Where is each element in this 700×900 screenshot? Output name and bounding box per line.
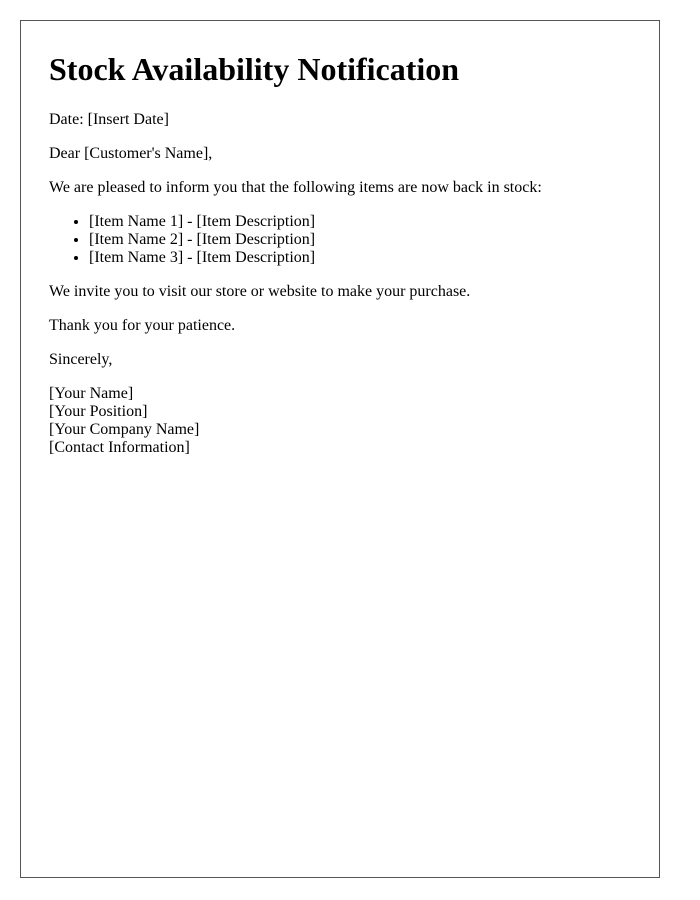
signature-name: [Your Name]: [49, 385, 134, 402]
thanks-paragraph: Thank you for your patience.: [49, 317, 236, 334]
salutation: Dear [Customer's Name],: [49, 145, 213, 162]
letter-title: Stock Availability Notification: [49, 51, 460, 87]
list-item: • [Item Name 3] - [Item Description]: [89, 249, 631, 267]
item-list: [49, 213, 631, 267]
signature-contact: [Contact Information]: [49, 439, 190, 456]
date-line: Date: [Insert Date]: [49, 111, 169, 128]
invite-paragraph: We invite you to visit our store or website to make your purchase.: [49, 283, 471, 300]
signature-block: [49, 385, 631, 457]
signature-position: [Your Position]: [49, 403, 148, 420]
list-item: • [Item Name 2] - [Item Description]: [89, 231, 631, 249]
signature-company: [Your Company Name]: [49, 421, 200, 438]
letter-page: [20, 20, 660, 878]
list-item: • [Item Name 1] - [Item Description]: [89, 213, 631, 231]
intro-paragraph: We are pleased to inform you that the following items are now back in stock:: [49, 179, 542, 196]
closing-line: Sincerely,: [49, 351, 113, 368]
